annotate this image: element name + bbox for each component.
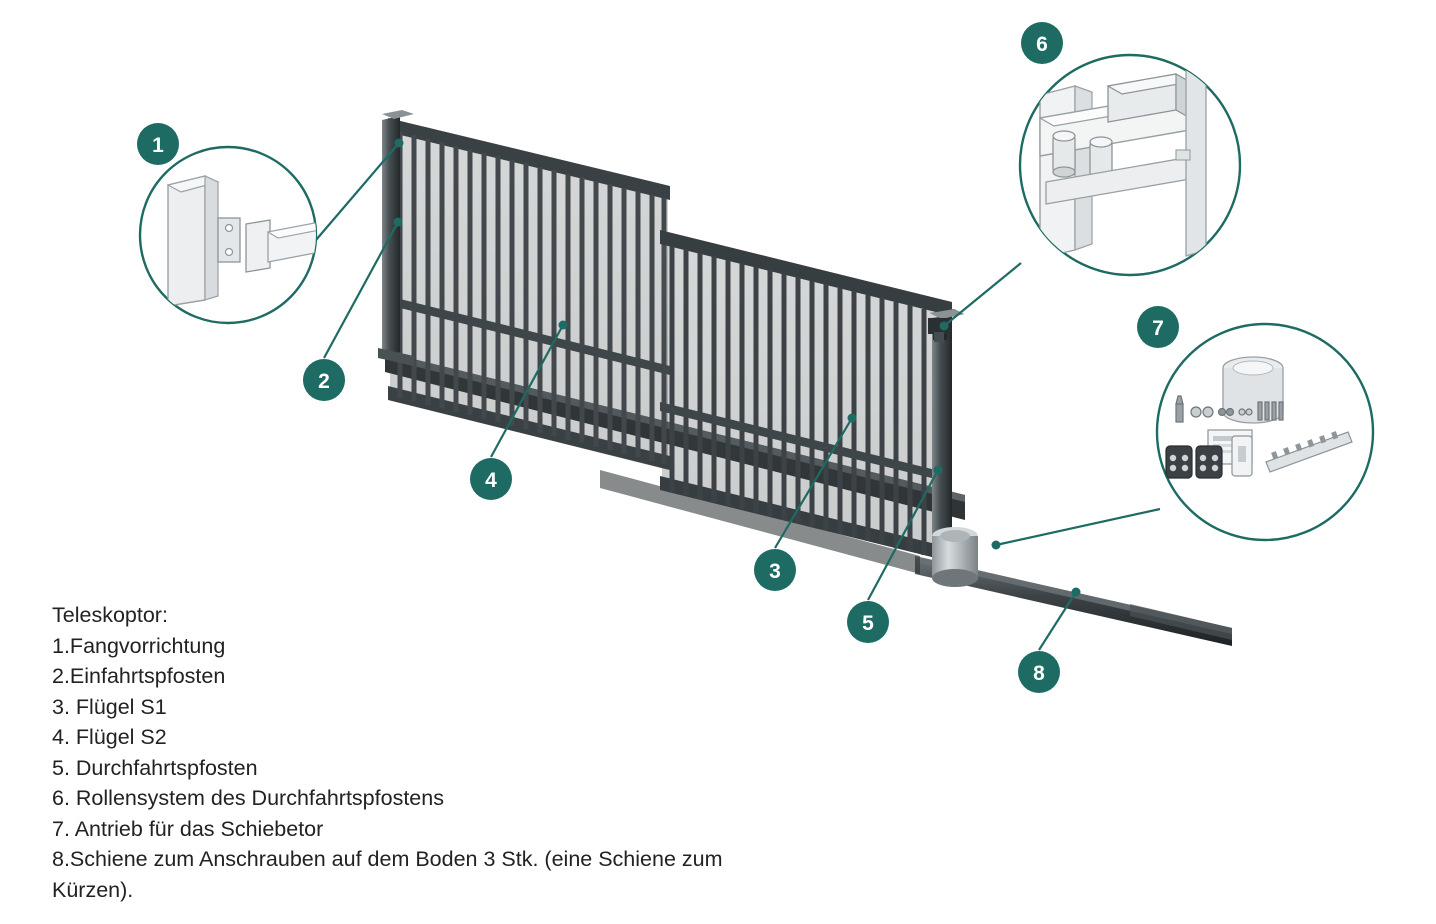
legend-item-4: 4. Flügel S2 bbox=[52, 725, 167, 750]
callout-6-label: 6 bbox=[1036, 33, 1048, 56]
legend-item-1: 1.Fangvorrichtung bbox=[52, 633, 226, 658]
rollensystem-detail bbox=[1020, 55, 1240, 275]
legend-item-7: 7. Antrieb für das Schiebetor bbox=[52, 816, 324, 841]
legend-item-5: 5. Durchfahrtspfosten bbox=[52, 755, 258, 780]
legend-item-6: 6. Rollensystem des Durchfahrtspfostens bbox=[52, 786, 444, 811]
callout-7-label: 7 bbox=[1152, 317, 1164, 340]
drive-motor bbox=[932, 527, 978, 587]
callout-1-label: 1 bbox=[152, 134, 164, 157]
legend-item-3: 3. Flügel S1 bbox=[52, 694, 167, 719]
legend-title: Teleskoptor: bbox=[52, 603, 168, 627]
callout-4-label: 4 bbox=[485, 469, 497, 492]
legend-item-8: 8.Schiene zum Anschrauben auf dem Boden 3 Stk. (eine Schiene zum Kürzen). bbox=[52, 847, 729, 902]
callout-3[interactable] bbox=[754, 549, 796, 591]
callout-3-label: 3 bbox=[769, 560, 781, 583]
callout-4[interactable] bbox=[470, 458, 512, 500]
passage-post bbox=[930, 309, 964, 556]
antrieb-zubehoer-detail bbox=[1157, 324, 1373, 540]
callout-8-label: 8 bbox=[1033, 662, 1045, 685]
gate-leaf-s2 bbox=[388, 118, 670, 470]
callout-7[interactable] bbox=[1137, 306, 1179, 348]
callout-2-label: 2 bbox=[318, 370, 330, 393]
callout-6[interactable] bbox=[1021, 22, 1063, 64]
legend-item-2: 2.Einfahrtspfosten bbox=[52, 664, 226, 689]
callout-1[interactable] bbox=[137, 123, 179, 165]
callout-8[interactable] bbox=[1018, 651, 1060, 693]
legend bbox=[52, 600, 752, 905]
fangvorrichtung-detail bbox=[140, 147, 330, 323]
callout-5-label: 5 bbox=[862, 612, 874, 635]
callout-2[interactable] bbox=[303, 359, 345, 401]
callout-5[interactable] bbox=[847, 601, 889, 643]
